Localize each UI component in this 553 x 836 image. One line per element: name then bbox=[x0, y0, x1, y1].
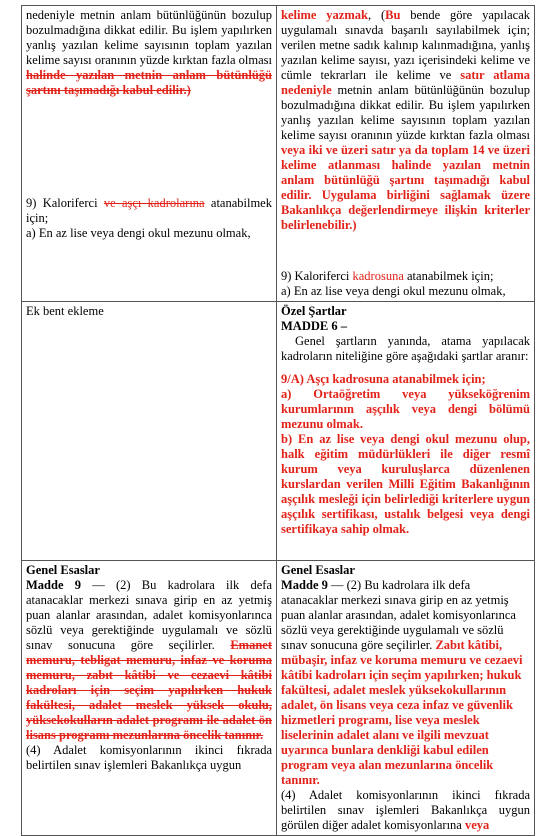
item-9 bbox=[26, 196, 272, 226]
section-heading: Genel Esaslar bbox=[26, 563, 100, 577]
deleted-text: Emanet memuru, tebligat memuru, infaz ve koruma memuru, zabıt kâtibi ve cezaevi kâtibi kadroları için seçim yapılırken hukuk fakültesi, adalet meslek yüksek okulu, yüksekokulların adalet programı ile adalet ön lisans programı mezunlarına öncelik tanınır. bbox=[26, 638, 272, 742]
deleted-text: ve aşçı kadrolarına bbox=[103, 196, 205, 210]
text-span: 9) Kaloriferci bbox=[281, 269, 353, 283]
comparison-table bbox=[21, 5, 535, 836]
note-text: Ek bent ekleme bbox=[26, 304, 104, 318]
proposed-text-cell bbox=[277, 302, 535, 561]
paragraph-2 bbox=[26, 578, 272, 743]
text-span: , ( bbox=[367, 8, 386, 22]
text-span: bende göre yapılacak uygulamalı sınavda başarılı sayılabilmek için; verilen metne sadık kalınıp kalınmadığına, yanlış yazılan kelime sayısı, yazı içerisindeki kelime ve cümle tekrarları ile kelime ve bbox=[281, 8, 530, 82]
text-span: atanabilmek için; bbox=[26, 196, 272, 225]
paragraph-2 bbox=[281, 578, 530, 788]
deleted-text: halinde yazılan metnin anlam bütünlüğü şartını taşımadığı kabul edilir.) bbox=[26, 68, 272, 97]
paragraph bbox=[26, 8, 272, 98]
table-row bbox=[22, 561, 535, 836]
proposed-text-cell bbox=[277, 6, 535, 302]
current-text-cell bbox=[22, 561, 277, 836]
text-span: metnin anlam bütünlüğünün bozulup bozulmadığına dikkat edilir. Bu işlem yapılırken yanlış yazılan kelime sayısının toplam yazılan kelime sayısı oranının yüzde kırktan fazla olması bbox=[281, 83, 530, 142]
current-text-cell bbox=[22, 302, 277, 561]
paragraph-4 bbox=[281, 788, 530, 833]
section-heading: Özel Şartlar bbox=[281, 304, 347, 318]
paragraph bbox=[281, 8, 530, 233]
section-heading: Genel Esaslar bbox=[281, 563, 355, 577]
clause-b: b) En az lise veya dengi okul mezunu olup, halk eğitim müdürlükleri ile diğer resmî kurum veya kuruluşlarca düzenlenen kurslardan verilen Milli Eğitim Bakanlığının aşçılık mesleği için belirlediği kriterlere uygun aşçılık sertifikası, ustalık belgesi veya dengi sertifikaya sahip olmak. bbox=[281, 432, 530, 536]
added-text: veya iki ve üzeri satır ya da toplam 14 ve üzeri kelime atlanması halinde yazılan metnin anlam bütünlüğü şartını taşımadığı kabul edilir. Uygulama birliğini sağlamak üzere Bakanlıkça değerlendirmeye ilişkin kriterler belirlenebilir.) bbox=[281, 143, 530, 232]
proposed-text-cell bbox=[277, 561, 535, 836]
added-text: kadrosuna bbox=[352, 269, 404, 283]
table-row bbox=[22, 302, 535, 561]
current-text-cell bbox=[22, 6, 277, 302]
text-span: (4) Adalet komisyonlarının ikinci fıkrada belirtilen sınav işlemleri Bakanlıkça uygun görülen diğer adalet komisyonlarına bbox=[281, 788, 530, 832]
text-span: — (2) Bu kadrolara ilk defa atanacaklar merkezi sınava girip en az yetmiş puan alanlar arasından, adalet komisyonlarınca sözlü veya gerektiğinde uygulamalı ve sözlü sınav sonucuna göre seçilirler. bbox=[281, 578, 516, 652]
article-title: MADDE 6 – bbox=[281, 319, 347, 333]
subsection-9a: 9/A) Aşçı kadrosuna atanabilmek için; bbox=[281, 372, 486, 386]
intro-paragraph: Genel şartların yanında, atama yapılacak kadroların niteliğine göre aşağıdaki şartlar aranır: bbox=[281, 334, 530, 363]
text-span: 9) Kaloriferci bbox=[26, 196, 104, 210]
article-title: Madde 9 bbox=[281, 578, 328, 592]
clause-a: a) Ortaöğretim veya yükseköğrenim kurumlarının aşçılık veya dengi bölümü mezunu olmak. bbox=[281, 387, 530, 431]
table-row bbox=[22, 6, 535, 302]
added-text: kelime yazmak bbox=[281, 8, 368, 22]
paragraph-4: (4) Adalet komisyonlarının ikinci fıkrada belirtilen sınav işlemleri Bakanlıkça uygun bbox=[26, 743, 272, 772]
text-span: atanabilmek için; bbox=[403, 269, 494, 283]
added-text: satır atlama nedeniyle bbox=[281, 68, 531, 97]
article-title: Madde 9 bbox=[26, 578, 81, 592]
added-text: Bu bbox=[385, 8, 401, 22]
item-9a: a) En az lise veya dengi okul mezunu olmak, bbox=[281, 284, 506, 298]
added-text: veya bbox=[464, 818, 490, 832]
text-span: — (2) Bu kadrolara ilk defa atanacaklar merkezi sınava girip en az yetmiş puan alanlar arasından, adalet komisyonlarınca sözlü veya gerektiğinde uygulamalı ve sözlü sınav sonucuna göre seçilirler. bbox=[26, 578, 273, 652]
text-span: nedeniyle metnin anlam bütünlüğünün bozulup bozulmadığına dikkat edilir. Bu işlem yapılırken yanlış yazılan kelime sayısının toplam yazılan kelime sayısı oranının yüzde kırktan fazla olması bbox=[26, 8, 272, 67]
item-9 bbox=[281, 269, 530, 284]
item-9a: a) En az lise veya dengi okul mezunu olmak, bbox=[26, 226, 251, 240]
added-text: Zabıt kâtibi, mübaşir, infaz ve koruma memuru ve cezaevi kâtibi kadroları için seçim yapılırken; hukuk fakültesi, adalet meslek yüksekokullarının adalet, ön lisans veya ceza infaz ve güvenlik hizmetleri programı, lise veya meslek liselerinin adalet alanı ve ilgili mevzuat uyarınca bunlara denkliği kabul edilen program veya alan mezunlarına öncelik tanınır. bbox=[281, 638, 523, 787]
